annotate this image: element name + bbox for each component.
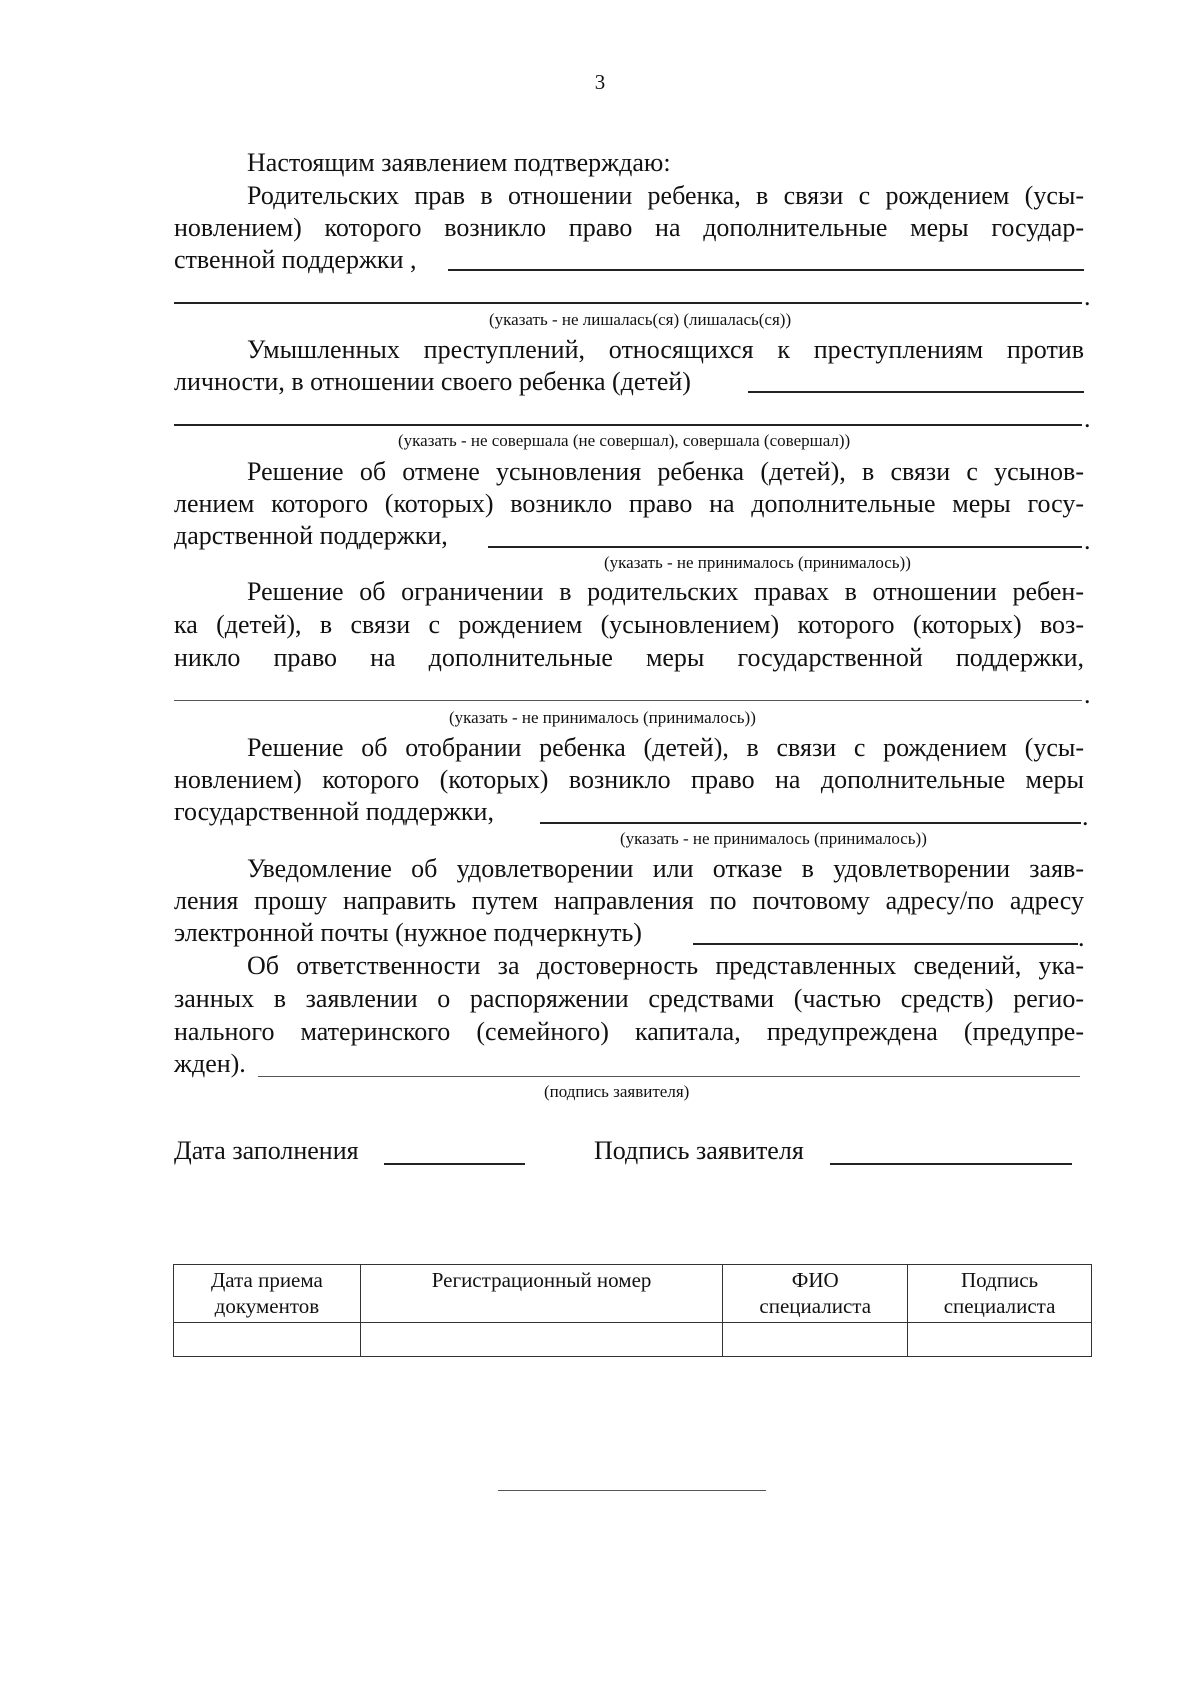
p7-hint: (подпись заявителя) xyxy=(544,1082,690,1101)
p7-line2: занных в заявлении о распоряжении средствами (частью средств) регио- xyxy=(174,984,1084,1013)
p6-line2: ления прошу направить путем направления по почтовому адресу/по адресу xyxy=(174,886,1084,915)
p6-line1: Уведомление об удовлетворении или отказе в удовлетворении заяв- xyxy=(247,854,1084,883)
parental-rights-field-line1[interactable] xyxy=(448,269,1084,271)
p4-line3: никло право на дополнительные меры государственной поддержки, xyxy=(174,643,1084,672)
p1-line1: Родительских прав в отношении ребенка, в связи с рождением (усы- xyxy=(247,181,1084,210)
p1-hint: (указать - не лишалась(ся) (лишалась(ся)) xyxy=(489,310,792,329)
p3-end-dot: . xyxy=(1084,526,1091,555)
p4-line1: Решение об ограничении в родительских правах в отношении ребен- xyxy=(247,577,1084,606)
p7-line1: Об ответственности за достоверность представленных сведений, ука- xyxy=(247,951,1084,980)
end-divider xyxy=(498,1490,766,1491)
crimes-field-line2[interactable] xyxy=(174,424,1082,426)
p4-end-dot: . xyxy=(1084,680,1091,709)
date-field[interactable] xyxy=(384,1163,525,1165)
crimes-field-line1[interactable] xyxy=(748,391,1084,393)
cell-registration-number[interactable] xyxy=(360,1322,723,1356)
p1-line2: новлением) которого возникло право на дополнительные меры государ- xyxy=(174,213,1084,242)
p3-line3: дарственной поддержки, xyxy=(174,521,448,550)
p5-line1: Решение об отобрании ребенка (детей), в связи с рождением (усы- xyxy=(247,733,1084,762)
parental-rights-field-line2[interactable] xyxy=(174,302,1082,304)
p2-hint: (указать - не совершала (не совершал), совершала (совершал)) xyxy=(398,431,851,450)
restriction-field[interactable] xyxy=(174,700,1082,701)
header-specialist-signature: Подпись специалиста xyxy=(908,1265,1092,1323)
p4-line2: ка (детей), в связи с рождением (усыновлением) которого (которых) воз- xyxy=(174,610,1084,639)
p5-line3: государственной поддержки, xyxy=(174,797,494,826)
intro-line: Настоящим заявлением подтверждаю: xyxy=(247,148,671,177)
p3-hint: (указать - не принималось (принималось)) xyxy=(604,553,911,572)
cell-specialist-name[interactable] xyxy=(723,1322,908,1356)
sign-field[interactable] xyxy=(830,1163,1072,1165)
table-row xyxy=(174,1322,1092,1356)
page-number: 3 xyxy=(594,70,606,94)
header-receipt-date: Дата приема документов xyxy=(174,1265,361,1323)
date-label: Дата заполнения xyxy=(174,1136,359,1165)
p1-line3: ственной поддержки , xyxy=(174,245,417,274)
p3-line1: Решение об отмене усыновления ребенка (детей), в связи с усынов- xyxy=(247,457,1084,486)
registration-table xyxy=(173,1264,1092,1357)
cell-specialist-signature[interactable] xyxy=(908,1322,1092,1356)
p5-hint: (указать - не принималось (принималось)) xyxy=(620,829,927,848)
header-specialist-name: ФИО специалиста xyxy=(723,1265,908,1323)
p6-line3: электронной почты (нужное подчеркнуть) xyxy=(174,918,642,947)
cell-receipt-date[interactable] xyxy=(174,1322,361,1356)
p5-line2: новлением) которого (которых) возникло право на дополнительные меры xyxy=(174,765,1084,794)
p1-end-dot: . xyxy=(1084,282,1091,311)
header-registration-number: Регистрационный номер xyxy=(360,1265,723,1323)
table-header-row xyxy=(174,1265,1092,1323)
p7-line3: нального материнского (семейного) капитала, предупреждена (предупре- xyxy=(174,1017,1084,1046)
applicant-signature-line[interactable] xyxy=(258,1076,1080,1077)
p2-end-dot: . xyxy=(1084,404,1091,433)
p7-line4: жден). xyxy=(174,1049,246,1078)
p4-hint: (указать - не принималось (принималось)) xyxy=(449,708,756,727)
p6-end-dot: . xyxy=(1078,923,1085,952)
notification-address-field[interactable] xyxy=(693,943,1078,945)
sign-label: Подпись заявителя xyxy=(594,1136,804,1165)
p5-end-dot: . xyxy=(1082,802,1089,831)
p3-line2: лением которого (которых) возникло право на дополнительные меры госу- xyxy=(174,489,1084,518)
adoption-cancel-field[interactable] xyxy=(488,546,1082,548)
p2-line1: Умышленных преступлений, относящихся к преступлениям против xyxy=(247,335,1084,364)
child-removal-field[interactable] xyxy=(540,822,1081,824)
p2-line2: личности, в отношении своего ребенка (детей) xyxy=(174,367,691,396)
